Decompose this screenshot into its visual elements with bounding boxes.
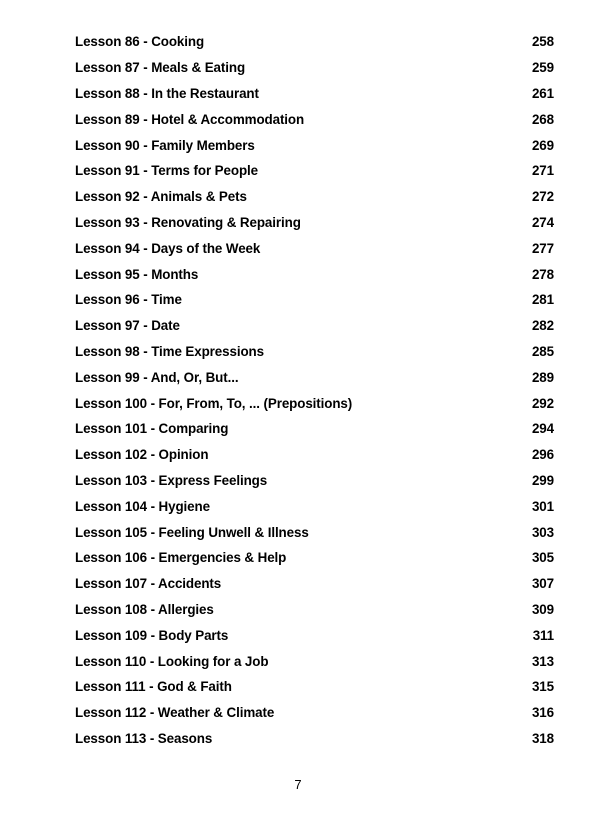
toc-entry-title: Lesson 98 - Time Expressions [75, 343, 264, 359]
toc-entry-page: 282 [531, 318, 554, 334]
toc-entry-page: 313 [531, 653, 554, 669]
toc-entry-page: 294 [531, 421, 554, 437]
toc-entry-title: Lesson 112 - Weather & Climate [75, 705, 275, 721]
toc-entry-page: 309 [531, 601, 554, 617]
toc-entry-page: 301 [531, 498, 554, 514]
toc-entry-page: 285 [531, 343, 554, 359]
toc-entry [75, 674, 554, 700]
toc-entry-page: 296 [531, 447, 554, 463]
toc-entry-title: Lesson 102 - Opinion [75, 447, 209, 463]
toc-entry-title: Lesson 100 - For, From, To, ... (Prepositions) [75, 395, 353, 411]
toc-entry-title: Lesson 97 - Date [75, 318, 180, 334]
toc-entry-page: 299 [531, 472, 554, 488]
toc-entry [75, 571, 554, 597]
toc-entry [75, 210, 554, 236]
toc-entry [75, 81, 554, 107]
toc-entry [75, 184, 554, 210]
toc-entry [75, 442, 554, 468]
toc-entry-page: 303 [531, 524, 554, 540]
toc-entry-page: 269 [531, 137, 554, 153]
toc-entry [75, 55, 554, 81]
toc-entry-page: 315 [531, 679, 554, 695]
toc-entry [75, 390, 554, 416]
toc-entry-title: Lesson 90 - Family Members [75, 137, 255, 153]
toc-entry-page: 281 [531, 292, 554, 308]
toc-entry-page: 311 [532, 627, 554, 643]
toc-entry-page: 318 [531, 730, 554, 746]
toc-entry-page: 278 [531, 266, 554, 282]
toc-entry-page: 274 [531, 214, 554, 230]
toc-entry-title: Lesson 105 - Feeling Unwell & Illness [75, 524, 309, 540]
toc-entry-page: 261 [531, 85, 554, 101]
toc-entry-title: Lesson 95 - Months [75, 266, 199, 282]
toc-entry [75, 339, 554, 365]
toc-entry-title: Lesson 89 - Hotel & Accommodation [75, 111, 305, 127]
toc-entry-title: Lesson 92 - Animals & Pets [75, 189, 247, 205]
toc-entry-title: Lesson 111 - God & Faith [75, 679, 232, 695]
toc-entry [75, 287, 554, 313]
toc-entry [75, 622, 554, 648]
toc-entry [75, 519, 554, 545]
toc-entry-page: 292 [531, 395, 554, 411]
toc-entry-page: 271 [531, 163, 554, 179]
toc-entry-title: Lesson 91 - Terms for People [75, 163, 258, 179]
toc-entry-page: 272 [531, 189, 554, 205]
toc-entry-page: 307 [531, 576, 554, 592]
toc-entry-title: Lesson 106 - Emergencies & Help [75, 550, 287, 566]
toc-entry-title: Lesson 88 - In the Restaurant [75, 85, 259, 101]
toc-entry [75, 132, 554, 158]
toc-entry-title: Lesson 113 - Seasons [75, 730, 213, 746]
toc-entry-title: Lesson 108 - Allergies [75, 601, 214, 617]
toc-entry-title: Lesson 110 - Looking for a Job [75, 653, 269, 669]
toc-entry [75, 106, 554, 132]
toc-entry [75, 597, 554, 623]
toc-entry [75, 235, 554, 261]
toc-entry-title: Lesson 96 - Time [75, 292, 182, 308]
toc-entry [75, 313, 554, 339]
toc-entry-title: Lesson 107 - Accidents [75, 576, 222, 592]
toc-entry-title: Lesson 103 - Express Feelings [75, 472, 268, 488]
table-of-contents [75, 29, 554, 751]
toc-entry-page: 305 [531, 550, 554, 566]
toc-entry-title: Lesson 99 - And, Or, But... [75, 369, 239, 385]
toc-entry [75, 648, 554, 674]
toc-entry [75, 545, 554, 571]
toc-entry [75, 416, 554, 442]
toc-entry-title: Lesson 104 - Hygiene [75, 498, 210, 514]
toc-entry-title: Lesson 101 - Comparing [75, 421, 229, 437]
toc-entry [75, 700, 554, 726]
toc-entry-page: 268 [531, 111, 554, 127]
toc-entry-page: 316 [531, 705, 554, 721]
toc-entry-title: Lesson 94 - Days of the Week [75, 240, 261, 256]
page-number: 7 [294, 777, 302, 792]
toc-entry-title: Lesson 109 - Body Parts [75, 627, 229, 643]
toc-entry-title: Lesson 87 - Meals & Eating [75, 60, 246, 76]
toc-entry [75, 261, 554, 287]
toc-entry-page: 258 [531, 34, 554, 50]
toc-entry [75, 364, 554, 390]
toc-entry-title: Lesson 93 - Renovating & Repairing [75, 214, 301, 230]
toc-entry [75, 468, 554, 494]
toc-entry [75, 29, 554, 55]
toc-entry-page: 259 [531, 60, 554, 76]
toc-entry [75, 726, 554, 752]
toc-entry-title: Lesson 86 - Cooking [75, 34, 205, 50]
toc-entry-page: 289 [531, 369, 554, 385]
toc-entry-page: 277 [531, 240, 554, 256]
toc-entry [75, 158, 554, 184]
toc-entry [75, 493, 554, 519]
